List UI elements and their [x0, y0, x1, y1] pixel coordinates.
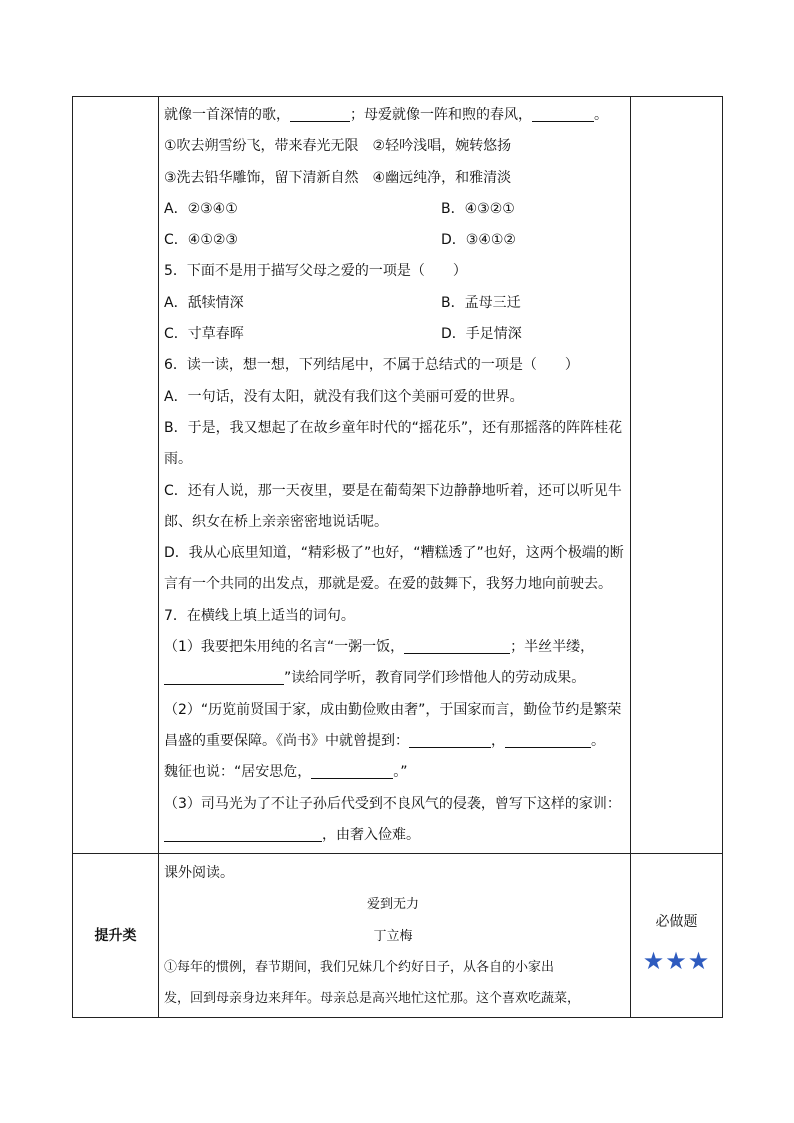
option-a[interactable]: A．②③④①	[164, 200, 238, 217]
option-b[interactable]: B．④③②①	[441, 200, 515, 217]
answer-blank[interactable]	[290, 105, 350, 122]
q6-stem: 6．读一读，想一想，下列结尾中，不属于总结式的一项是（ ）	[164, 357, 579, 374]
answer-blank[interactable]	[164, 825, 322, 842]
article-paragraph-line: ①每年的惯例，春节期间，我们兄妹几个约好日子，从各自的小家出	[164, 960, 555, 976]
category-label: 提升类	[73, 854, 159, 1017]
q7-part2-line3: 魏征也说：“居安思危， 。”	[164, 764, 408, 781]
option-d[interactable]: D．③④①②	[441, 232, 516, 249]
q5-options-ab	[164, 288, 622, 319]
worksheet-table	[72, 96, 723, 1018]
option-c[interactable]: C．④①②③	[164, 232, 238, 249]
reading-row	[73, 854, 723, 1017]
q7-stem: 7．在横线上填上适当的词句。	[164, 607, 355, 624]
option-c[interactable]: C．寸草春晖	[164, 326, 244, 343]
category-cell-empty	[73, 97, 159, 854]
q6-option-c-line1[interactable]: C．还有人说，那一天夜里，要是在葡萄架下边静静地听着，还可以听见牛	[164, 482, 622, 499]
requirement-cell-empty	[631, 97, 723, 854]
q4-sentences-1-2: ①吹去朔雪纷飞，带来春光无限 ②轻吟浅唱，婉转悠扬	[164, 138, 512, 155]
option-a[interactable]: A．舐犊情深	[164, 294, 244, 311]
q6-option-b-line1[interactable]: B．于是，我又想起了在故乡童年时代的“摇花乐”，还有那摇落的阵阵桂花	[164, 419, 623, 436]
q6-option-d-line1[interactable]: D．我从心底里知道，“精彩极了”也好，“糟糕透了”也好，这两个极端的断	[164, 545, 624, 562]
q6-option-a[interactable]: A．一句话，没有太阳，就没有我们这个美丽可爱的世界。	[164, 388, 524, 405]
q5-stem: 5．下面不是用于描写父母之爱的一项是（ ）	[164, 263, 467, 280]
q7-part3-line1: （3）司马光为了不让子孙后代受到不良风气的侵袭，曾写下这样的家训：	[164, 795, 621, 812]
q6-option-b-line2[interactable]: 雨。	[164, 451, 192, 468]
q7-part1-line1: （1）我要把朱用纯的名言“一粥一饭， ；半丝半缕，	[164, 639, 595, 656]
answer-blank[interactable]	[404, 637, 510, 654]
exercise-content	[159, 97, 631, 854]
star-rating-icon: ★★★	[642, 947, 711, 976]
requirement-cell	[631, 854, 723, 1017]
q7-part2-line2: 昌盛的重要保障。《尚书》中就曾提到： ， 。	[164, 732, 605, 749]
article-title: 爱到无力	[366, 897, 419, 913]
reading-intro: 课外阅读。	[164, 865, 234, 882]
q7-part1-line2: ”读给同学听，教育同学们珍惜他人的劳动成果。	[164, 663, 622, 694]
q6-option-c-line2[interactable]: 郎、织女在桥上亲亲密密地说话呢。	[164, 513, 388, 530]
required-label: 必做题	[655, 914, 698, 931]
answer-blank[interactable]	[311, 762, 393, 779]
article-paragraph-line: 发，回到母亲身边来拜年。母亲总是高兴地忙这忙那。这个喜欢吃蔬菜，	[164, 991, 581, 1007]
article-author: 丁立梅	[373, 928, 413, 944]
exercise-row	[73, 97, 723, 854]
answer-blank[interactable]	[505, 731, 591, 748]
q6-option-d-line2[interactable]: 言有一个共同的出发点，那就是爱。在爱的鼓舞下，我努力地向前驶去。	[164, 576, 612, 593]
option-d[interactable]: D．手足情深	[441, 326, 522, 343]
q4-sentences-3-4: ③洗去铅华雕饰，留下清新自然 ④幽远纯净，和雅清淡	[164, 169, 512, 186]
answer-blank[interactable]	[164, 668, 284, 685]
q5-options-cd	[164, 319, 622, 350]
q4-options-cd	[164, 225, 622, 256]
answer-blank[interactable]	[532, 105, 594, 122]
q4-stem: 就像一首深情的歌， ；母爱就像一阵和煦的春风， 。	[164, 107, 608, 123]
q7-part3-line2: ，由奢入俭难。	[164, 820, 622, 851]
reading-content	[159, 854, 631, 1017]
answer-blank[interactable]	[409, 731, 491, 748]
option-b[interactable]: B．孟母三迁	[441, 294, 521, 311]
q7-part2-line1: （2）“历览前贤国于家，成由勤俭败由奢”，于国家而言，勤俭节约是繁荣	[164, 701, 622, 718]
q4-options-ab	[164, 194, 622, 225]
